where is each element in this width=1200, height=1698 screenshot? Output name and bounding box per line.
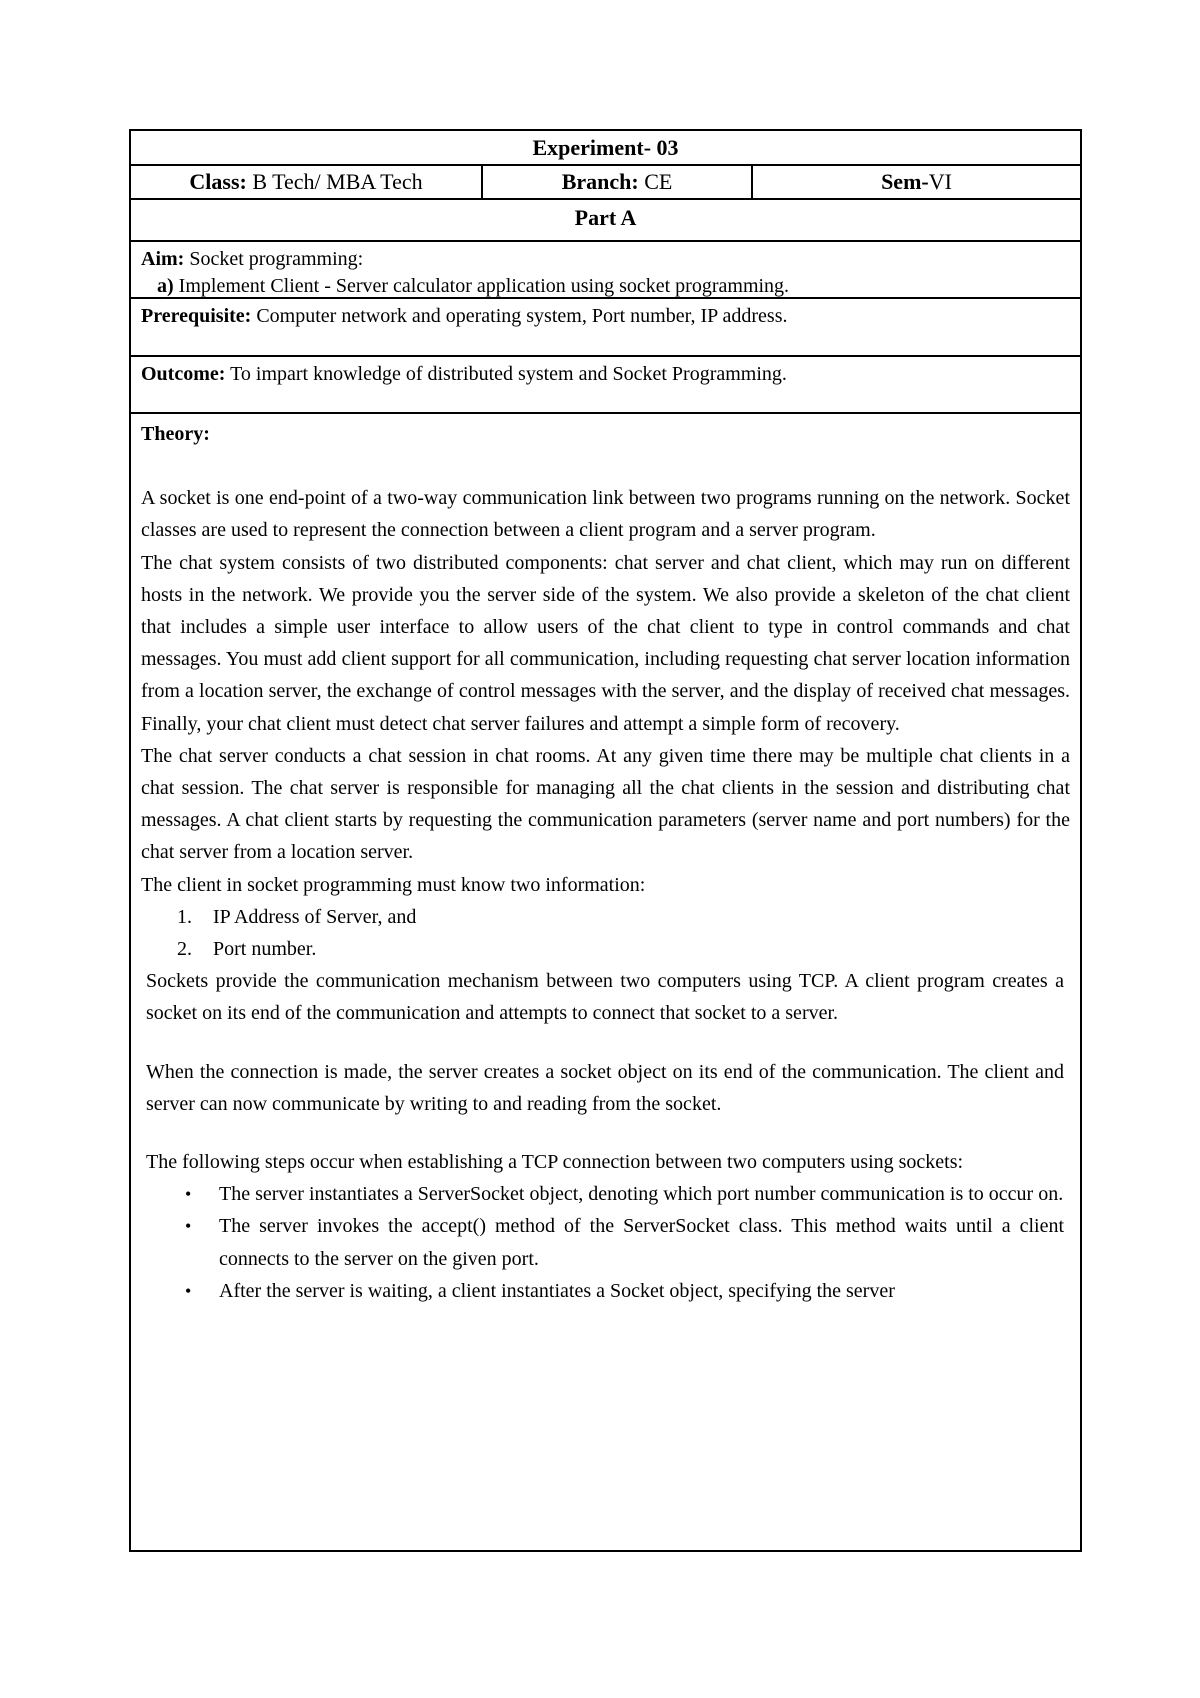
experiment-title [131, 131, 1080, 166]
outcome-text: To impart knowledge of distributed system and Socket Programming. [230, 363, 787, 385]
aim-sub-label: a) [157, 275, 174, 297]
theory-paragraph-3: The chat server conducts a chat session in chat rooms. At any given time there may be multiple chat clients in a chat session. The chat server is responsible for managing all the chat clients in the session and distributing chat messages. A chat client starts by requesting the communication parameters (server name and port numbers) for the chat server from a location server. [141, 744, 1070, 864]
list-item [141, 901, 1070, 933]
list-item [141, 933, 1070, 965]
aim-section [131, 242, 1080, 299]
meta-row [131, 166, 1080, 200]
outcome-label: Outcome: [141, 363, 226, 385]
class-cell [131, 166, 483, 198]
class-label: Class: [189, 169, 247, 194]
prerequisite-section [131, 299, 1080, 357]
list-item-text: The server invokes the accept() method of the ServerSocket class. This method waits until a client connects to the server on the given port. [219, 1215, 1064, 1270]
outcome-section [131, 357, 1080, 414]
theory-paragraph-2: The chat system consists of two distributed components: chat server and chat client, which may run on different hosts in the network. We provide you the server side of the system. We also provide a skeleton of the chat client that includes a simple user interface to allow users of the chat client to type in control commands and chat messages. You must add client support for all communication, including requesting chat server location information from a location server, the exchange of control messages with the server, and the display of received chat messages. Finally, your chat client must detect chat server failures and attempt a simple form of recovery. [141, 551, 1070, 735]
experiment-title-text: Experiment- 03 [532, 135, 679, 160]
theory-label: Theory: [141, 423, 210, 445]
client-requirements-list [141, 901, 1070, 965]
aim-label: Aim: [141, 248, 185, 270]
sem-cell [753, 166, 1080, 198]
list-item-text: Port number. [213, 938, 317, 961]
theory-paragraph-5: Sockets provide the communication mechanism between two computers using TCP. A client program creates a socket on its end of the communication and attempts to connect that socket to a server. [146, 970, 1064, 1025]
sem-value: VI [928, 169, 952, 194]
prerequisite-text: Computer network and operating system, Port number, IP address. [256, 305, 788, 327]
theory-paragraph-7: The following steps occur when establishing a TCP connection between two computers using sockets: [146, 1151, 964, 1174]
part-heading [131, 200, 1080, 242]
theory-paragraph-6: When the connection is made, the server creates a socket object on its end of the communication. The client and server can now communicate by writing to and reading from the socket. [146, 1060, 1064, 1115]
list-item-text: The server instantiates a ServerSocket object, denoting which port number communication is to occur on. [219, 1183, 1064, 1206]
prerequisite-label: Prerequisite: [141, 305, 252, 327]
bullet-icon: • [185, 1280, 192, 1301]
aim-sub-text: Implement Client - Server calculator application using socket programming. [178, 275, 790, 297]
branch-value: CE [644, 169, 673, 194]
theory-paragraph-4: The client in socket programming must know two information: [141, 873, 646, 896]
list-item [141, 1178, 1070, 1210]
list-item [141, 1275, 1070, 1307]
bullet-icon: • [185, 1216, 192, 1237]
theory-section [131, 414, 1080, 1307]
branch-label: Branch: [561, 169, 639, 194]
list-item-text: IP Address of Server, and [213, 905, 417, 928]
part-heading-text: Part A [574, 205, 637, 230]
theory-paragraph-1: A socket is one end-point of a two-way communication link between two programs running on the network. Socket classes are used to represent the connection between a client program and a server program. [141, 487, 1070, 542]
list-item-number: 1. [177, 905, 192, 928]
list-item [141, 1210, 1070, 1274]
list-item-number: 2. [177, 938, 192, 961]
list-item-text: After the server is waiting, a client instantiates a Socket object, specifying the server [219, 1279, 895, 1302]
experiment-table [129, 129, 1082, 1552]
branch-cell [483, 166, 753, 198]
sem-label: Sem- [881, 169, 929, 194]
class-value: B Tech/ MBA Tech [252, 169, 423, 194]
aim-text: Socket programming: [189, 248, 364, 270]
tcp-steps-list [141, 1178, 1070, 1307]
bullet-icon: • [185, 1184, 192, 1205]
